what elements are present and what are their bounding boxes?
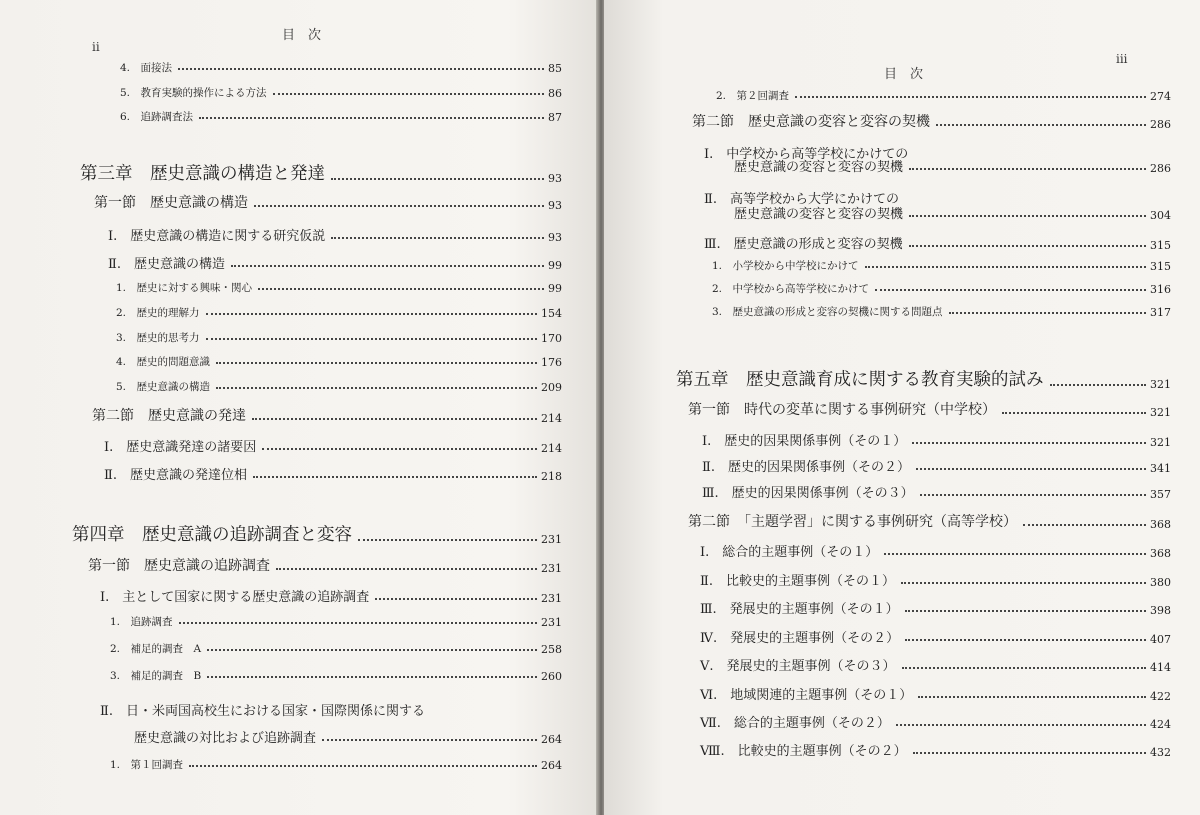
entry-title: 4. 歴史的問題意識 bbox=[116, 356, 211, 368]
entry-title: 2. 中学校から高等学校にかけて bbox=[712, 283, 870, 295]
leader-dots bbox=[916, 468, 1146, 470]
left-page bbox=[0, 0, 598, 815]
entry-title: Ⅱ. 歴史意識の構造 bbox=[108, 257, 225, 272]
entry-page: 414 bbox=[1150, 661, 1171, 674]
entry-page: 154 bbox=[541, 307, 562, 320]
leader-dots bbox=[909, 245, 1146, 247]
section-title: 第一節 歴史意識の追跡調査 bbox=[88, 558, 270, 574]
leader-dots bbox=[199, 117, 544, 119]
entry-title: 3. 歴史意識の形成と変容の契機に関する問題点 bbox=[712, 306, 943, 318]
entry-page: 258 bbox=[541, 643, 562, 656]
chapter-title: 第四章 歴史意識の追跡調査と変容 bbox=[72, 525, 352, 545]
entry-page: 432 bbox=[1150, 746, 1171, 759]
entry-page: 357 bbox=[1150, 488, 1171, 501]
entry-page: 368 bbox=[1150, 547, 1171, 560]
entry-page: 316 bbox=[1150, 283, 1171, 296]
page-number: iii bbox=[1116, 52, 1128, 66]
leader-dots bbox=[896, 724, 1146, 726]
leader-dots bbox=[231, 265, 544, 267]
entry-page: 260 bbox=[541, 670, 562, 683]
toc-entry bbox=[700, 541, 1171, 560]
toc-chapter bbox=[676, 366, 1171, 391]
toc-section bbox=[94, 192, 562, 212]
entry-title: 2. 第２回調査 bbox=[716, 90, 790, 102]
entry-page: 321 bbox=[1150, 378, 1171, 391]
leader-dots bbox=[875, 289, 1146, 291]
toc-entry bbox=[702, 430, 1171, 449]
toc-entry bbox=[734, 203, 1171, 222]
entry-title: Ⅱ. 比較史的主題事例（その１） bbox=[700, 574, 895, 589]
entry-page: 170 bbox=[541, 332, 562, 345]
entry-title: Ⅰ. 歴史意識の構造に関する研究仮説 bbox=[108, 229, 326, 244]
entry-title: Ⅰ. 歴史的因果関係事例（その１） bbox=[702, 434, 907, 449]
entry-page: 231 bbox=[541, 592, 562, 605]
leader-dots bbox=[252, 418, 537, 420]
entry-title: Ⅰ. 歴史意識発達の諸要因 bbox=[104, 440, 257, 455]
leader-dots bbox=[902, 667, 1146, 669]
entry-page: 99 bbox=[548, 282, 562, 295]
entry-page: 264 bbox=[541, 733, 562, 746]
section-title: 第一節 歴史意識の構造 bbox=[94, 195, 248, 211]
entry-page: 274 bbox=[1150, 90, 1171, 103]
toc-entry bbox=[120, 85, 562, 100]
toc-entry bbox=[700, 570, 1171, 589]
chapter-title: 第五章 歴史意識育成に関する教育実験的試み bbox=[676, 370, 1044, 390]
entry-page: 315 bbox=[1150, 239, 1171, 252]
entry-title: Ⅴ. 発展史的主題事例（その３） bbox=[700, 659, 896, 674]
leader-dots bbox=[920, 494, 1146, 496]
entry-page: 398 bbox=[1150, 604, 1171, 617]
toc-entry bbox=[116, 379, 562, 394]
entry-page: 85 bbox=[548, 62, 562, 75]
entry-title: 歴史意識の対比および追跡調査 bbox=[134, 731, 317, 746]
toc-entry bbox=[700, 598, 1171, 617]
section-title: 第二節 歴史意識の変容と変容の契機 bbox=[692, 114, 930, 130]
leader-dots bbox=[936, 124, 1146, 126]
entry-page: 422 bbox=[1150, 690, 1171, 703]
entry-title: 5. 教育実験的操作による方法 bbox=[120, 87, 267, 99]
entry-page: 93 bbox=[548, 199, 562, 212]
toc-entry bbox=[100, 700, 562, 719]
toc-entry bbox=[116, 330, 562, 345]
toc-section bbox=[692, 111, 1171, 131]
entry-page: 321 bbox=[1150, 406, 1171, 419]
chapter-title: 第三章 歴史意識の構造と発達 bbox=[80, 164, 325, 184]
page-header: 目 次 bbox=[884, 67, 924, 82]
entry-title: 2. 歴史的理解力 bbox=[116, 307, 200, 319]
section-title: 第二節 歴史意識の発達 bbox=[92, 408, 246, 424]
entry-title: Ⅰ. 主として国家に関する歴史意識の追跡調査 bbox=[100, 590, 370, 605]
toc-entry bbox=[104, 464, 562, 483]
section-title: 第二節 「主題学習」に関する事例研究（高等学校） bbox=[688, 514, 1017, 530]
entry-page: 87 bbox=[548, 111, 562, 124]
leader-dots bbox=[905, 639, 1146, 641]
entry-page: 286 bbox=[1150, 162, 1171, 175]
toc-entry bbox=[116, 280, 562, 295]
page-number: ii bbox=[92, 40, 100, 54]
entry-page: 209 bbox=[541, 381, 562, 394]
entry-title: Ⅰ. 総合的主題事例（その１） bbox=[700, 545, 879, 560]
entry-page: 341 bbox=[1150, 462, 1171, 475]
entry-page: 304 bbox=[1150, 209, 1171, 222]
entry-page: 214 bbox=[541, 442, 562, 455]
entry-page: 315 bbox=[1150, 260, 1171, 273]
leader-dots bbox=[909, 215, 1146, 217]
leader-dots bbox=[1050, 384, 1147, 386]
leader-dots bbox=[276, 568, 537, 570]
toc-entry bbox=[104, 436, 562, 455]
toc-entry bbox=[712, 258, 1171, 273]
entry-title: 3. 歴史的思考力 bbox=[116, 332, 200, 344]
entry-title: Ⅰ. 中学校から高等学校にかけての bbox=[704, 147, 909, 162]
entry-page: 424 bbox=[1150, 718, 1171, 731]
toc-entry bbox=[108, 253, 562, 272]
toc-entry bbox=[120, 109, 562, 124]
toc-entry bbox=[712, 304, 1171, 319]
entry-title: Ⅱ. 歴史的因果関係事例（その２） bbox=[702, 460, 910, 475]
entry-page: 176 bbox=[541, 356, 562, 369]
toc-entry bbox=[700, 655, 1171, 674]
entry-title: 1. 歴史に対する興味・関心 bbox=[116, 282, 253, 294]
leader-dots bbox=[216, 387, 537, 389]
toc-entry bbox=[700, 712, 1171, 731]
toc-entry bbox=[716, 88, 1171, 103]
entry-title: Ⅲ. 歴史的因果関係事例（その３） bbox=[702, 486, 914, 501]
entry-page: 231 bbox=[541, 533, 562, 546]
leader-dots bbox=[913, 752, 1146, 754]
entry-title: Ⅲ. 発展史的主題事例（その１） bbox=[700, 602, 899, 617]
toc-entry bbox=[108, 225, 562, 244]
toc-section bbox=[688, 511, 1171, 531]
entry-title: 1. 小学校から中学校にかけて bbox=[712, 260, 859, 272]
entry-page: 86 bbox=[548, 87, 562, 100]
toc-entry bbox=[704, 233, 1171, 252]
toc-entry bbox=[110, 757, 562, 772]
toc-entry bbox=[110, 668, 562, 683]
entry-title: Ⅷ. 比較史的主題事例（その２） bbox=[700, 744, 907, 759]
leader-dots bbox=[1002, 412, 1146, 414]
entry-page: 99 bbox=[548, 259, 562, 272]
leader-dots bbox=[1023, 524, 1146, 526]
entry-title: 歴史意識の変容と変容の契機 bbox=[734, 207, 904, 222]
entry-page: 317 bbox=[1150, 306, 1171, 319]
toc-chapter bbox=[80, 160, 562, 185]
entry-title: 6. 追跡調査法 bbox=[120, 111, 194, 123]
leader-dots bbox=[358, 539, 537, 541]
leader-dots bbox=[331, 178, 544, 180]
leader-dots bbox=[207, 676, 537, 678]
leader-dots bbox=[901, 582, 1146, 584]
leader-dots bbox=[254, 205, 544, 207]
toc-entry bbox=[700, 627, 1171, 646]
toc-chapter bbox=[72, 521, 562, 546]
leader-dots bbox=[884, 553, 1146, 555]
leader-dots bbox=[331, 237, 544, 239]
leader-dots bbox=[206, 313, 537, 315]
entry-title: 4. 面接法 bbox=[120, 62, 173, 74]
toc-section bbox=[688, 399, 1171, 419]
section-title: 第一節 時代の変革に関する事例研究（中学校） bbox=[688, 402, 996, 418]
toc-section bbox=[88, 555, 562, 575]
toc-entry bbox=[116, 305, 562, 320]
leader-dots bbox=[918, 696, 1146, 698]
entry-page: 93 bbox=[548, 172, 562, 185]
toc-entry bbox=[116, 354, 562, 369]
entry-title: 3. 補足的調査 B bbox=[110, 670, 202, 682]
toc-entry bbox=[120, 60, 562, 75]
right-page bbox=[604, 0, 1200, 815]
entry-title: Ⅱ. 高等学校から大学にかけての bbox=[704, 192, 899, 207]
toc-entry bbox=[712, 281, 1171, 296]
leader-dots bbox=[189, 765, 537, 767]
entry-page: 231 bbox=[541, 616, 562, 629]
leader-dots bbox=[912, 442, 1146, 444]
leader-dots bbox=[262, 448, 537, 450]
entry-page: 264 bbox=[541, 759, 562, 772]
entry-page: 286 bbox=[1150, 118, 1171, 131]
entry-page: 368 bbox=[1150, 518, 1171, 531]
leader-dots bbox=[179, 622, 537, 624]
leader-dots bbox=[207, 649, 537, 651]
entry-title: 1. 第１回調査 bbox=[110, 759, 184, 771]
leader-dots bbox=[909, 168, 1146, 170]
toc-entry bbox=[700, 684, 1171, 703]
toc-entry bbox=[110, 614, 562, 629]
leader-dots bbox=[375, 598, 537, 600]
entry-page: 231 bbox=[541, 562, 562, 575]
entry-title: Ⅳ. 発展史的主題事例（その２） bbox=[700, 631, 900, 646]
entry-title: 2. 補足的調査 A bbox=[110, 643, 202, 655]
entry-page: 380 bbox=[1150, 576, 1171, 589]
entry-title: 1. 追跡調査 bbox=[110, 616, 173, 628]
toc-entry bbox=[100, 586, 562, 605]
toc-entry bbox=[734, 156, 1171, 175]
entry-page: 93 bbox=[548, 231, 562, 244]
toc-section bbox=[92, 405, 562, 425]
entry-title: Ⅵ. 地域関連的主題事例（その１） bbox=[700, 688, 913, 703]
entry-page: 407 bbox=[1150, 633, 1171, 646]
entry-title: 歴史意識の変容と変容の契機 bbox=[734, 160, 904, 175]
leader-dots bbox=[178, 68, 544, 70]
leader-dots bbox=[905, 610, 1146, 612]
toc-entry bbox=[134, 727, 562, 746]
page-header: 目 次 bbox=[282, 28, 322, 43]
leader-dots bbox=[206, 338, 537, 340]
toc-entry bbox=[700, 740, 1171, 759]
toc-entry bbox=[702, 456, 1171, 475]
leader-dots bbox=[949, 312, 1146, 314]
leader-dots bbox=[258, 288, 544, 290]
entry-page: 214 bbox=[541, 412, 562, 425]
entry-title: Ⅲ. 歴史意識の形成と変容の契機 bbox=[704, 237, 903, 252]
entry-page: 218 bbox=[541, 470, 562, 483]
leader-dots bbox=[273, 93, 544, 95]
entry-title: Ⅱ. 歴史意識の発達位相 bbox=[104, 468, 247, 483]
leader-dots bbox=[322, 739, 537, 741]
leader-dots bbox=[253, 476, 537, 478]
entry-page: 321 bbox=[1150, 436, 1171, 449]
leader-dots bbox=[795, 96, 1146, 98]
entry-title: Ⅶ. 総合的主題事例（その２） bbox=[700, 716, 890, 731]
leader-dots bbox=[216, 362, 537, 364]
toc-entry bbox=[702, 482, 1171, 501]
entry-title: Ⅱ. 日・米両国高校生における国家・国際関係に関する bbox=[100, 704, 425, 719]
leader-dots bbox=[865, 266, 1146, 268]
toc-entry bbox=[110, 641, 562, 656]
entry-title: 5. 歴史意識の構造 bbox=[116, 381, 211, 393]
